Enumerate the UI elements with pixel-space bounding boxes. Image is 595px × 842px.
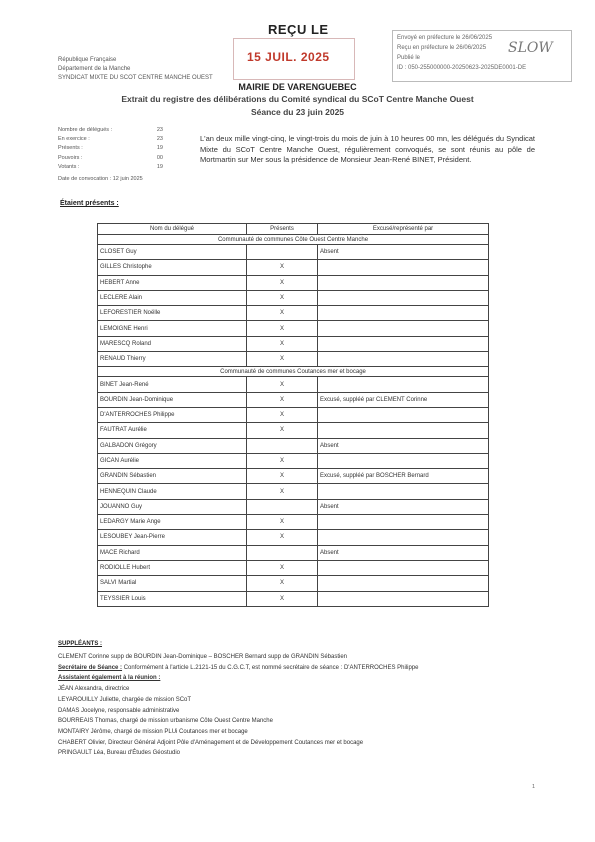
excuse-note: Excusé, suppléé par BOSCHER Bernard bbox=[318, 469, 489, 484]
excuse-note bbox=[318, 290, 489, 305]
received-label: REÇU LE bbox=[268, 22, 329, 37]
group-row bbox=[98, 235, 489, 245]
delegate-name: GALBADON Grégory bbox=[98, 438, 247, 453]
suppleants-heading: SUPPLÉANTS : bbox=[58, 641, 103, 647]
delegate-name: HENNEQUIN Claude bbox=[98, 484, 247, 499]
delegate-name: CLOSET Guy bbox=[98, 245, 247, 260]
delegate-stats bbox=[58, 126, 163, 172]
table-row bbox=[98, 352, 489, 367]
table-row bbox=[98, 407, 489, 422]
delegate-name: LESOUBEY Jean-Pierre bbox=[98, 530, 247, 545]
delegate-name: MACE Richard bbox=[98, 545, 247, 560]
excuse-note bbox=[318, 260, 489, 275]
page-number: 1 bbox=[532, 784, 536, 790]
excuse-note bbox=[318, 423, 489, 438]
table-row bbox=[98, 576, 489, 591]
table-row bbox=[98, 591, 489, 606]
present-mark: X bbox=[247, 453, 318, 468]
excuse-note bbox=[318, 484, 489, 499]
secretaire-label: Secrétaire de Séance : bbox=[58, 664, 123, 671]
delegate-name: SALVI Martial bbox=[98, 576, 247, 591]
secretaire-line bbox=[58, 663, 418, 674]
prefecture-published: Publié le bbox=[397, 55, 421, 61]
delegate-name: RODIOLLE Hubert bbox=[98, 560, 247, 575]
present-mark: X bbox=[247, 290, 318, 305]
group-label: Communauté de communes Coutances mer et bocage bbox=[98, 367, 489, 377]
excuse-note: Absent bbox=[318, 245, 489, 260]
signature: SLOW bbox=[508, 40, 553, 56]
table-row bbox=[98, 260, 489, 275]
present-mark: X bbox=[247, 260, 318, 275]
delegate-name: LEDARGY Marie Ange bbox=[98, 515, 247, 530]
assistant-item: PRINGAULT Léa, Bureau d'Études Géostudio bbox=[58, 750, 180, 757]
excuse-note bbox=[318, 321, 489, 336]
present-mark: X bbox=[247, 336, 318, 351]
stat-row: Nombre de délégués : 23 bbox=[58, 127, 163, 133]
delegate-name: LEMOIGNE Henri bbox=[98, 321, 247, 336]
table-row bbox=[98, 499, 489, 514]
excuse-note bbox=[318, 352, 489, 367]
meeting-notes bbox=[58, 652, 418, 759]
table-row bbox=[98, 290, 489, 305]
table-row bbox=[98, 484, 489, 499]
received-stamp-date: 15 JUIL. 2025 bbox=[247, 50, 330, 64]
stat-row: En exercice : 23 bbox=[58, 136, 163, 143]
prefecture-id: ID : 050-255000000-20250623-2025DE0001-DE bbox=[397, 65, 527, 71]
present-mark: X bbox=[247, 560, 318, 575]
excuse-note bbox=[318, 377, 489, 392]
excuse-note bbox=[318, 515, 489, 530]
table-row bbox=[98, 306, 489, 321]
suppleants-text: CLEMENT Corinne supp de BOURDIN Jean-Dominique – BOSCHER Bernard supp de GRANDIN Sébastien bbox=[58, 654, 348, 660]
mairie-title: MAIRIE DE VARENGUEBEC bbox=[238, 82, 357, 92]
table-row bbox=[98, 275, 489, 290]
delegate-name: GRANDIN Sébastien bbox=[98, 469, 247, 484]
assistant-item: LEYAROUILLY Juliette, chargée de mission SCoT bbox=[58, 696, 192, 703]
seance-date: Séance du 23 juin 2025 bbox=[250, 107, 345, 117]
present-mark: X bbox=[247, 407, 318, 422]
convocation-date: Date de convocation : 12 juin 2025 bbox=[58, 176, 143, 182]
delegate-name: GILLES Christophe bbox=[98, 260, 247, 275]
assistant-item: JÉAN Alexandra, directrice bbox=[58, 686, 130, 693]
col-name-header: Nom du délégué bbox=[98, 224, 247, 235]
present-mark: X bbox=[247, 530, 318, 545]
assistant-item: BOURREAIS Thomas, chargé de mission urbanisme Côte Ouest Centre Manche bbox=[58, 718, 273, 725]
table-row bbox=[98, 321, 489, 336]
header-departement: Département de la Manche bbox=[58, 66, 131, 72]
table-row bbox=[98, 438, 489, 453]
table-row bbox=[98, 392, 489, 407]
delegate-name: D'ANTERROCHES Philippe bbox=[98, 407, 247, 422]
excuse-note bbox=[318, 306, 489, 321]
col-excuse-header: Excusé/représenté par bbox=[318, 224, 489, 235]
present-mark: X bbox=[247, 377, 318, 392]
present-mark bbox=[247, 499, 318, 514]
delegate-name: BINET Jean-René bbox=[98, 377, 247, 392]
excuse-note bbox=[318, 576, 489, 591]
delegates-table bbox=[97, 223, 489, 607]
table-row bbox=[98, 377, 489, 392]
delegate-name: LEFORESTIER Noëlle bbox=[98, 306, 247, 321]
table-row bbox=[98, 453, 489, 468]
excuse-note: Absent bbox=[318, 545, 489, 560]
delegate-name: BOURDIN Jean-Dominique bbox=[98, 392, 247, 407]
group-row bbox=[98, 367, 489, 377]
table-row bbox=[98, 245, 489, 260]
excuse-note: Absent bbox=[318, 499, 489, 514]
prefecture-received: Reçu en préfecture le 26/06/2025 bbox=[397, 45, 487, 51]
excuse-note bbox=[318, 407, 489, 422]
stat-row: Présents : 19 bbox=[58, 145, 163, 152]
header-syndicat: SYNDICAT MIXTE DU SCOT CENTRE MANCHE OUEST bbox=[58, 75, 213, 81]
delegate-name: JOUANNO Guy bbox=[98, 499, 247, 514]
excuse-note bbox=[318, 275, 489, 290]
present-mark: X bbox=[247, 306, 318, 321]
present-mark: X bbox=[247, 352, 318, 367]
delegate-name: TEYSSIER Louis bbox=[98, 591, 247, 606]
prefecture-box bbox=[392, 30, 572, 82]
delegate-name: RENAUD Thierry bbox=[98, 352, 247, 367]
assistant-item: CHABERT Olivier, Directeur Général Adjoint Pôle d'Aménagement et de Développement Coutances mer et bocage bbox=[58, 739, 364, 746]
present-mark bbox=[247, 245, 318, 260]
document-title: Extrait du registre des délibérations du Comité syndical du SCoT Centre Manche Ouest bbox=[121, 94, 474, 104]
excuse-note bbox=[318, 591, 489, 606]
present-mark bbox=[247, 545, 318, 560]
assistant-item: DAMAS Jocelyne, responsable administrative bbox=[58, 707, 180, 714]
present-mark: X bbox=[247, 321, 318, 336]
secretaire-text: Conformément à l'article L.2121-15 du C.G.C.T, est nommé secrétaire de séance : D'ANTERROCHES Philippe bbox=[122, 664, 419, 671]
delegate-name: MARESCQ Roland bbox=[98, 336, 247, 351]
table-row bbox=[98, 530, 489, 545]
stat-row: Pouvoirs : 00 bbox=[58, 154, 163, 161]
group-label: Communauté de communes Côte Ouest Centre Manche bbox=[98, 235, 489, 245]
table-row bbox=[98, 469, 489, 484]
present-mark: X bbox=[247, 515, 318, 530]
table-row bbox=[98, 515, 489, 530]
assistaient-heading: Assistaient également à la réunion : bbox=[58, 675, 161, 682]
table-row bbox=[98, 545, 489, 560]
present-mark: X bbox=[247, 484, 318, 499]
table-header-row bbox=[98, 224, 489, 235]
delegate-name: LECLERE Alain bbox=[98, 290, 247, 305]
stat-row: Votants : 19 bbox=[58, 163, 163, 170]
prefecture-sent: Envoyé en préfecture le 26/06/2025 bbox=[397, 35, 493, 41]
excuse-note bbox=[318, 336, 489, 351]
assistant-item: MONTAIRY Jérôme, chargé de mission PLUi Coutances mer et bocage bbox=[58, 728, 248, 735]
present-mark: X bbox=[247, 591, 318, 606]
present-mark: X bbox=[247, 576, 318, 591]
delegate-name: HEBERT Anne bbox=[98, 275, 247, 290]
present-mark: X bbox=[247, 469, 318, 484]
table-row bbox=[98, 336, 489, 351]
intro-paragraph: L'an deux mille vingt-cinq, le vingt-trois du mois de juin à 10 heures 00 mn, les délégués du Syndicat Mixte du SCoT Centre Manche Ouest, régulièrement convoqués, se sont réunis au pôle de Mortmartin sur Mer sous la présidence de Monsieur Jean-René BINET, Président. bbox=[200, 134, 535, 164]
table-row bbox=[98, 423, 489, 438]
present-mark: X bbox=[247, 392, 318, 407]
header-republique: République Française bbox=[58, 57, 117, 63]
excuse-note bbox=[318, 560, 489, 575]
present-mark: X bbox=[247, 423, 318, 438]
excuse-note: Absent bbox=[318, 438, 489, 453]
present-mark: X bbox=[247, 275, 318, 290]
present-mark bbox=[247, 438, 318, 453]
excuse-note bbox=[318, 453, 489, 468]
excuse-note bbox=[318, 530, 489, 545]
delegate-name: GICAN Aurélie bbox=[98, 453, 247, 468]
col-present-header: Présents bbox=[247, 224, 318, 235]
delegate-name: FAUTRAT Aurélie bbox=[98, 423, 247, 438]
present-heading: Étaient présents : bbox=[60, 200, 119, 207]
table-row bbox=[98, 560, 489, 575]
excuse-note: Excusé, suppléé par CLEMENT Corinne bbox=[318, 392, 489, 407]
